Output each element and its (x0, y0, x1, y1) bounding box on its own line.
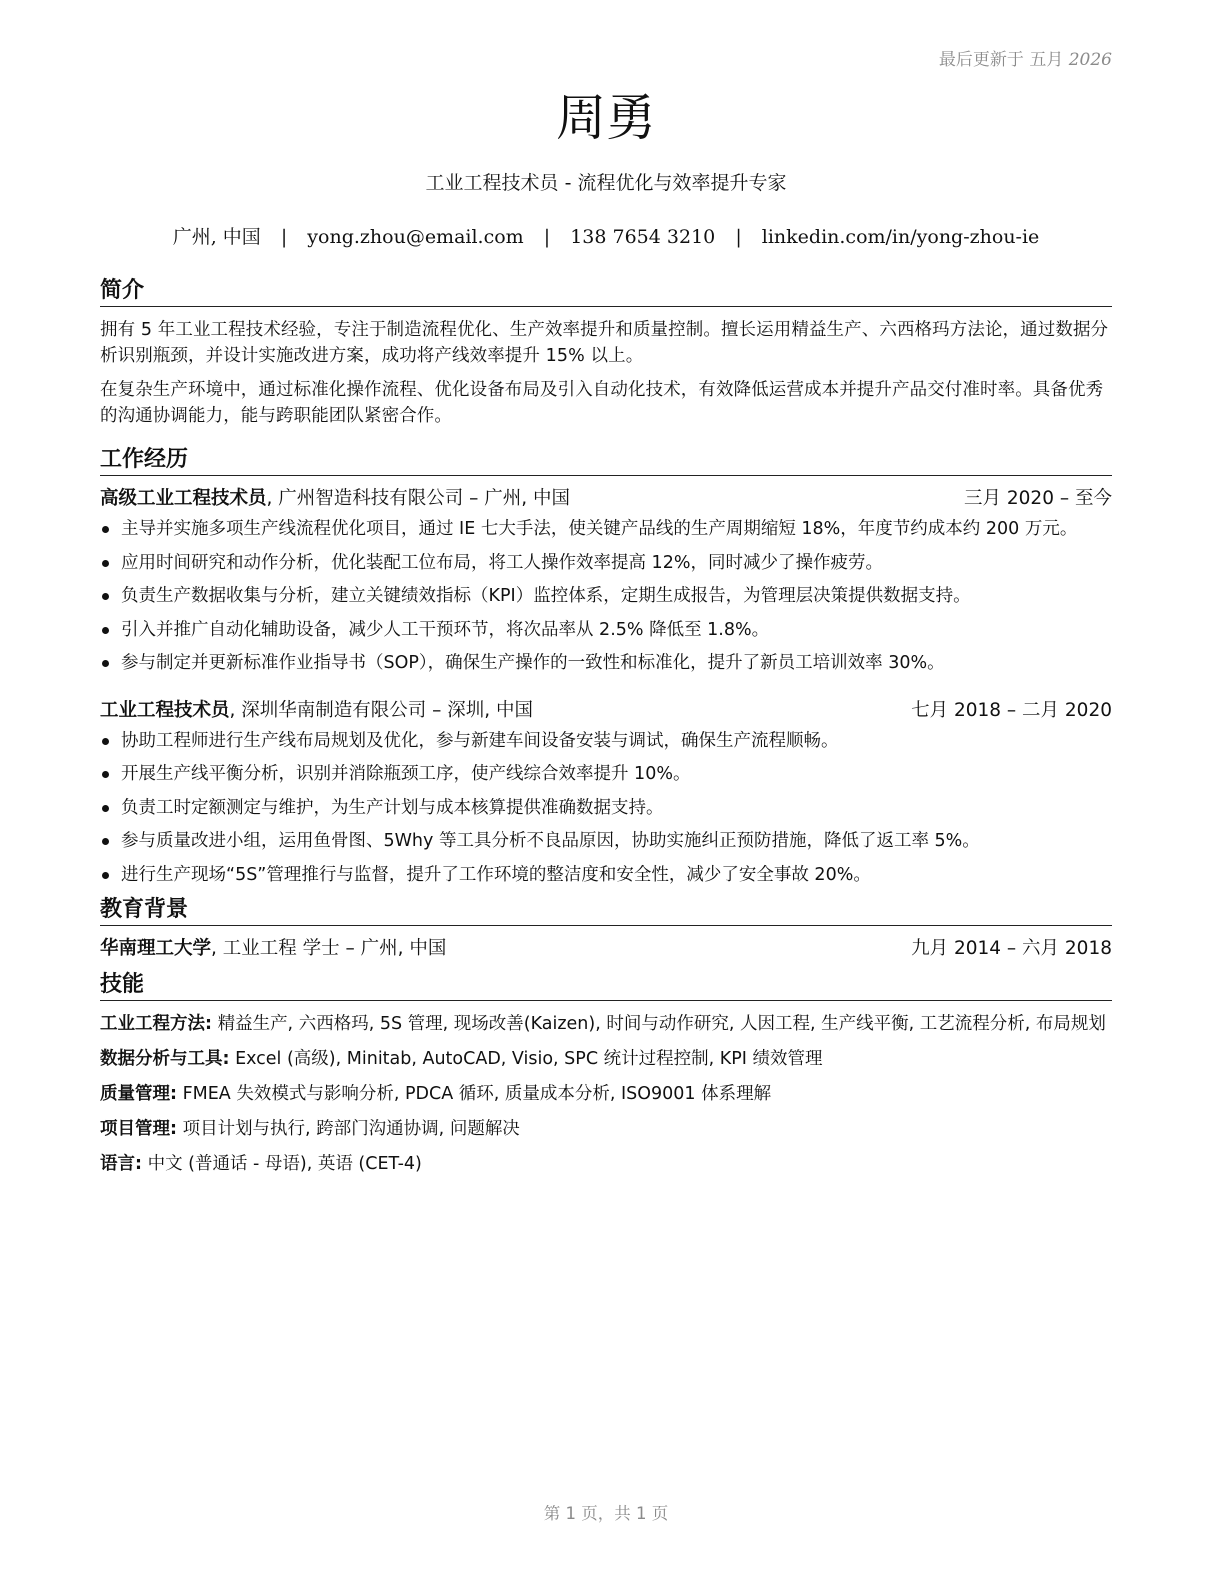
summary-paragraph: 拥有 5 年工业工程技术经验，专注于制造流程优化、生产效率提升和质量控制。擅长运用精益生产、六西格玛方法论，通过数据分析识别瓶颈，并设计实施改进方案，成功将产线效率提升 15% 以上。 (100, 320, 1109, 366)
summary-paragraph: 在复杂生产环境中，通过标准化操作流程、优化设备布局及引入自动化技术，有效降低运营成本并提升产品交付准时率。具备优秀的沟通协调能力，能与跨职能团队紧密合作。 (100, 380, 1104, 426)
job-header (100, 698, 1112, 724)
job-bullet: 开展生产线平衡分析，识别并消除瓶颈工序，使产线综合效率提升 10%。 (100, 761, 1112, 787)
education-entry (100, 936, 1112, 962)
contact-phone: 138 7654 3210 (570, 226, 716, 248)
section-title-skills: 技能 (100, 970, 1112, 1001)
job-bullet: 参与制定并更新标准作业指导书（SOP），确保生产操作的一致性和标准化，提升了新员工培训效率 30%。 (100, 650, 1112, 676)
job-entry (100, 486, 1112, 676)
section-title-education: 教育背景 (100, 895, 1112, 926)
contact-separator: | (280, 226, 288, 248)
job-title: 高级工业工程技术员 (100, 488, 267, 509)
skill-values: FMEA 失效模式与影响分析, PDCA 循环, 质量成本分析, ISO9001 体系理解 (177, 1084, 772, 1104)
skill-values: 中文 (普通话 - 母语), 英语 (CET-4) (142, 1154, 422, 1174)
job-header (100, 486, 1112, 512)
contact-location: 广州, 中国 (172, 226, 261, 248)
job-title: 工业工程技术员 (100, 699, 230, 721)
contact-linkedin[interactable]: linkedin.com/in/yong-zhou-ie (761, 226, 1040, 248)
job-bullet: 引入并推广自动化辅助设备，减少人工干预环节，将次品率从 2.5% 降低至 1.8%。 (100, 617, 1112, 643)
education-school: 华南理工大学 (100, 938, 212, 959)
job-bullet: 负责生产数据收集与分析，建立关键绩效指标（KPI）监控体系，定期生成报告，为管理层决策提供数据支持。 (100, 583, 1112, 609)
skill-values: 精益生产, 六西格玛, 5S 管理, 现场改善(Kaizen), 时间与动作研究, 人因工程, 生产线平衡, 工艺流程分析, 布局规划 (212, 1014, 1106, 1034)
skill-category: 数据分析与工具: (100, 1049, 230, 1069)
contact-email[interactable]: yong.zhou@email.com (307, 226, 524, 248)
job-bullet: 进行生产现场“5S”管理推行与监督，提升了工作环境的整洁度和安全性，减少了安全事故 20%。 (100, 862, 1112, 888)
last-updated (939, 45, 1112, 70)
section-title-summary: 简介 (100, 276, 1112, 307)
job-bullet: 参与质量改进小组，运用鱼骨图、5Why 等工具分析不良品原因，协助实施纠正预防措施，降低了返工率 5%。 (100, 828, 1112, 854)
job-bullets (100, 516, 1112, 676)
resume-content (100, 276, 1112, 1186)
job-dates: 七月 2018 – 二月 2020 (911, 699, 1112, 721)
skill-row (100, 1011, 1112, 1037)
job-bullet: 应用时间研究和动作分析，优化装配工位布局，将工人操作效率提高 12%，同时减少了操作疲劳。 (100, 550, 1112, 576)
job-bullets (100, 728, 1112, 888)
job-bullet: 协助工程师进行生产线布局规划及优化，参与新建车间设备安装与调试，确保生产流程顺畅。 (100, 728, 1112, 754)
page-footer: 第 1 页，共 1 页 (543, 1504, 669, 1523)
job-company: , 深圳华南制造有限公司 – 深圳, 中国 (229, 699, 534, 721)
skill-category: 工业工程方法: (100, 1014, 212, 1034)
skill-row (100, 1116, 1112, 1142)
skill-category: 项目管理: (100, 1119, 177, 1139)
skill-values: Excel (高级), Minitab, AutoCAD, Visio, SPC 统计过程控制, KPI 绩效管理 (229, 1049, 823, 1069)
skill-values: 项目计划与执行, 跨部门沟通协调, 问题解决 (177, 1119, 520, 1139)
job-entry (100, 698, 1112, 888)
last-updated-prefix: 最后更新于 五月 (938, 50, 1064, 70)
contact-separator: | (543, 226, 551, 248)
resume-page (100, 0, 1112, 1584)
job-company: , 广州智造科技有限公司 – 广州, 中国 (266, 488, 571, 509)
skill-row (100, 1151, 1112, 1177)
candidate-name: 周勇 (556, 89, 656, 147)
candidate-headline: 工业工程技术员 - 流程优化与效率提升专家 (425, 172, 787, 194)
contact-separator: | (735, 226, 742, 248)
skill-row (100, 1046, 1112, 1072)
contact-line (100, 224, 1112, 250)
job-bullet: 负责工时定额测定与维护，为生产计划与成本核算提供准确数据支持。 (100, 795, 1112, 821)
section-title-experience: 工作经历 (100, 445, 1112, 476)
skill-category: 质量管理: (100, 1084, 177, 1104)
skill-row (100, 1081, 1112, 1107)
education-detail: , 工业工程 学士 – 广州, 中国 (211, 938, 447, 959)
job-dates: 三月 2020 – 至今 (964, 488, 1112, 509)
skill-category: 语言: (100, 1154, 142, 1174)
job-bullet: 主导并实施多项生产线流程优化项目，通过 IE 七大手法，使关键产品线的生产周期缩短 18%，年度节约成本约 200 万元。 (100, 516, 1112, 542)
education-dates: 九月 2014 – 六月 2018 (911, 938, 1112, 959)
last-updated-year: 2026 (1068, 50, 1112, 70)
